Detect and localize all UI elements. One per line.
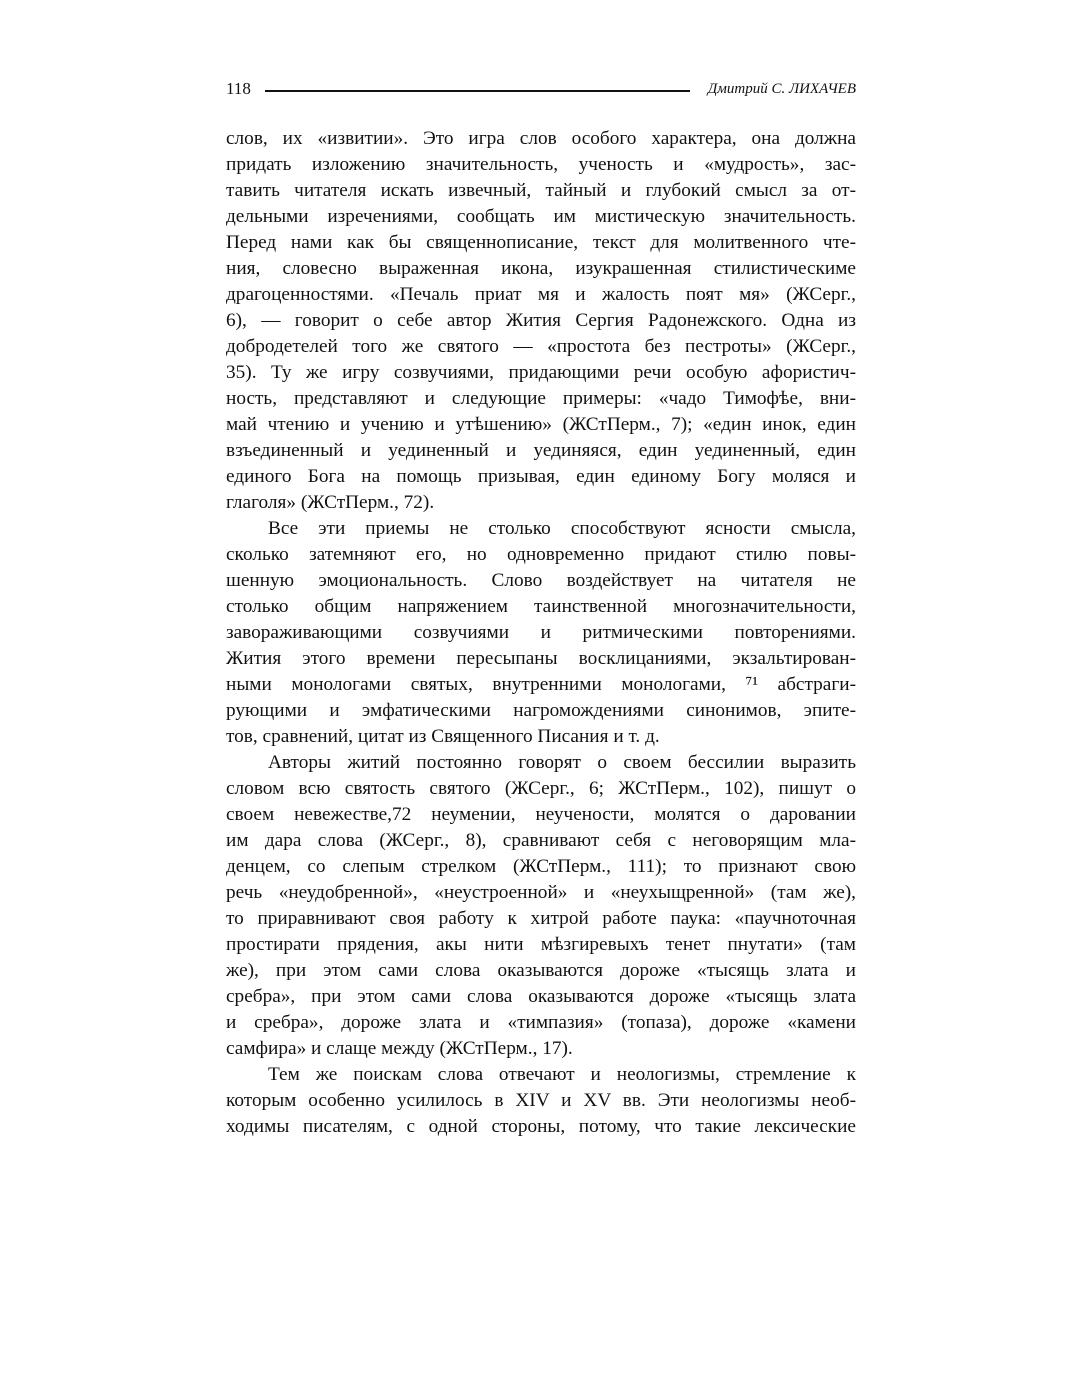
text-line: взъединенный и уединенный и уединяяся, един уединенный, един — [226, 440, 856, 461]
text-line: Тем же поискам слова отвечают и неологизмы, стремление к — [268, 1064, 856, 1085]
text-line: ходимы писателям, с одной стороны, потому, что такие лексические — [226, 1116, 856, 1137]
text-line: денцем, со слепым стрелком (ЖСтПерм., 111); то признают свою — [226, 856, 856, 877]
paragraph-1 — [226, 126, 856, 516]
text-line: речь «неудобренной», «неустроенной» и «неухыщренной» (там же), — [226, 882, 856, 903]
page-number: 118 — [226, 79, 251, 98]
text-line: тавить читателя искать извечный, тайный и глубокий смысл за от- — [226, 180, 856, 201]
text-line: Авторы житий постоянно говорят о своем бессилии выразить — [268, 752, 856, 773]
text-line: и сребра», дороже злата и «тимпазия» (топаза), дороже «камени — [226, 1012, 856, 1033]
text-line: им дара слова (ЖСерг., 8), сравнивают себя с неговорящим мла- — [226, 830, 856, 851]
text-line: май чтению и учению и утѣшению» (ЖСтПерм., 7); «един инок, един — [226, 414, 856, 435]
text-line: которым особенно усилилось в XIV и XV вв. Эти неологизмы необ- — [226, 1090, 856, 1111]
text-line: же), при этом сами слова оказываются дороже «тысящь злата и — [226, 960, 856, 981]
text-line: сколько затемняют его, но одновременно придают стилю повы- — [226, 544, 856, 565]
text-line: самфира» и слаще между (ЖСтПерм., 17). — [226, 1038, 573, 1059]
text-line: 35). Ту же игру созвучиями, придающими речи особую афористич- — [226, 362, 856, 383]
text-line: дельными изречениями, сообщать им мистическую значительность. — [226, 206, 856, 227]
text-line: словом всю святость святого (ЖСерг., 6; ЖСтПерм., 102), пишут о — [226, 778, 856, 799]
text-line: придать изложению значительность, ученость и «мудрость», зас- — [226, 154, 856, 175]
text-line: ния, словесно выраженная икона, изукрашенная стилистическиме — [226, 258, 856, 279]
text-line: единого Бога на помощь призывая, един единому Богу моляся и — [226, 466, 856, 487]
text-line: Перед нами как бы священнописание, текст для молитвенного чте- — [226, 232, 856, 253]
body-text — [226, 126, 856, 1140]
text-line: Все эти приемы не столько способствуют ясности смысла, — [268, 518, 856, 539]
text-line: ными монологами святых, внутренними монологами, ⁷¹ абстраги- — [226, 674, 856, 695]
text-line: слов, их «извитии». Это игра слов особого характера, она должна — [226, 128, 856, 149]
text-line: завораживающими созвучиями и ритмическими повторениями. — [226, 622, 856, 643]
running-head: Дмитрий С. ЛИХАЧЕВ — [707, 81, 856, 97]
text-line: рующими и эмфатическими нагромождениями синонимов, эпите- — [226, 700, 856, 721]
text-line: ность, представляют и следующие примеры: «чадо Тимофѣе, вни- — [226, 388, 856, 409]
text-line: столько общим напряжением таинственной многозначительности, — [226, 596, 856, 617]
text-line: 6), — говорит о себе автор Жития Сергия Радонежского. Одна из — [226, 310, 856, 331]
text-line: простирати прядения, акы нити мѣзгиревыхъ тенет пнутати» (там — [226, 934, 856, 955]
text-line: сребра», при этом сами слова оказываются дороже «тысящь злата — [226, 986, 856, 1007]
text-line: добродетелей того же святого — «простота без пестроты» (ЖСерг., — [226, 336, 856, 357]
text-line: тов, сравнений, цитат из Священного Писания и т. д. — [226, 726, 660, 747]
header-rule — [265, 90, 690, 92]
text-line: шенную эмоциональность. Слово воздействует на читателя не — [226, 570, 856, 591]
text-line: то приравнивают своя работу к хитрой работе паука: «паучноточная — [226, 908, 856, 929]
paragraph-2 — [226, 516, 856, 750]
paragraph-3 — [226, 750, 856, 1062]
text-line: Жития этого времени пересыпаны восклицаниями, экзальтирован- — [226, 648, 856, 669]
text-line: своем невежестве,72 неумении, неучености, молятся о даровании — [226, 804, 856, 825]
text-line: драгоценностями. «Печаль приат мя и жалость поят мя» (ЖСерг., — [226, 284, 856, 305]
paragraph-4 — [226, 1062, 856, 1140]
text-line: глаголя» (ЖСтПерм., 72). — [226, 492, 435, 513]
page-header — [226, 78, 856, 100]
